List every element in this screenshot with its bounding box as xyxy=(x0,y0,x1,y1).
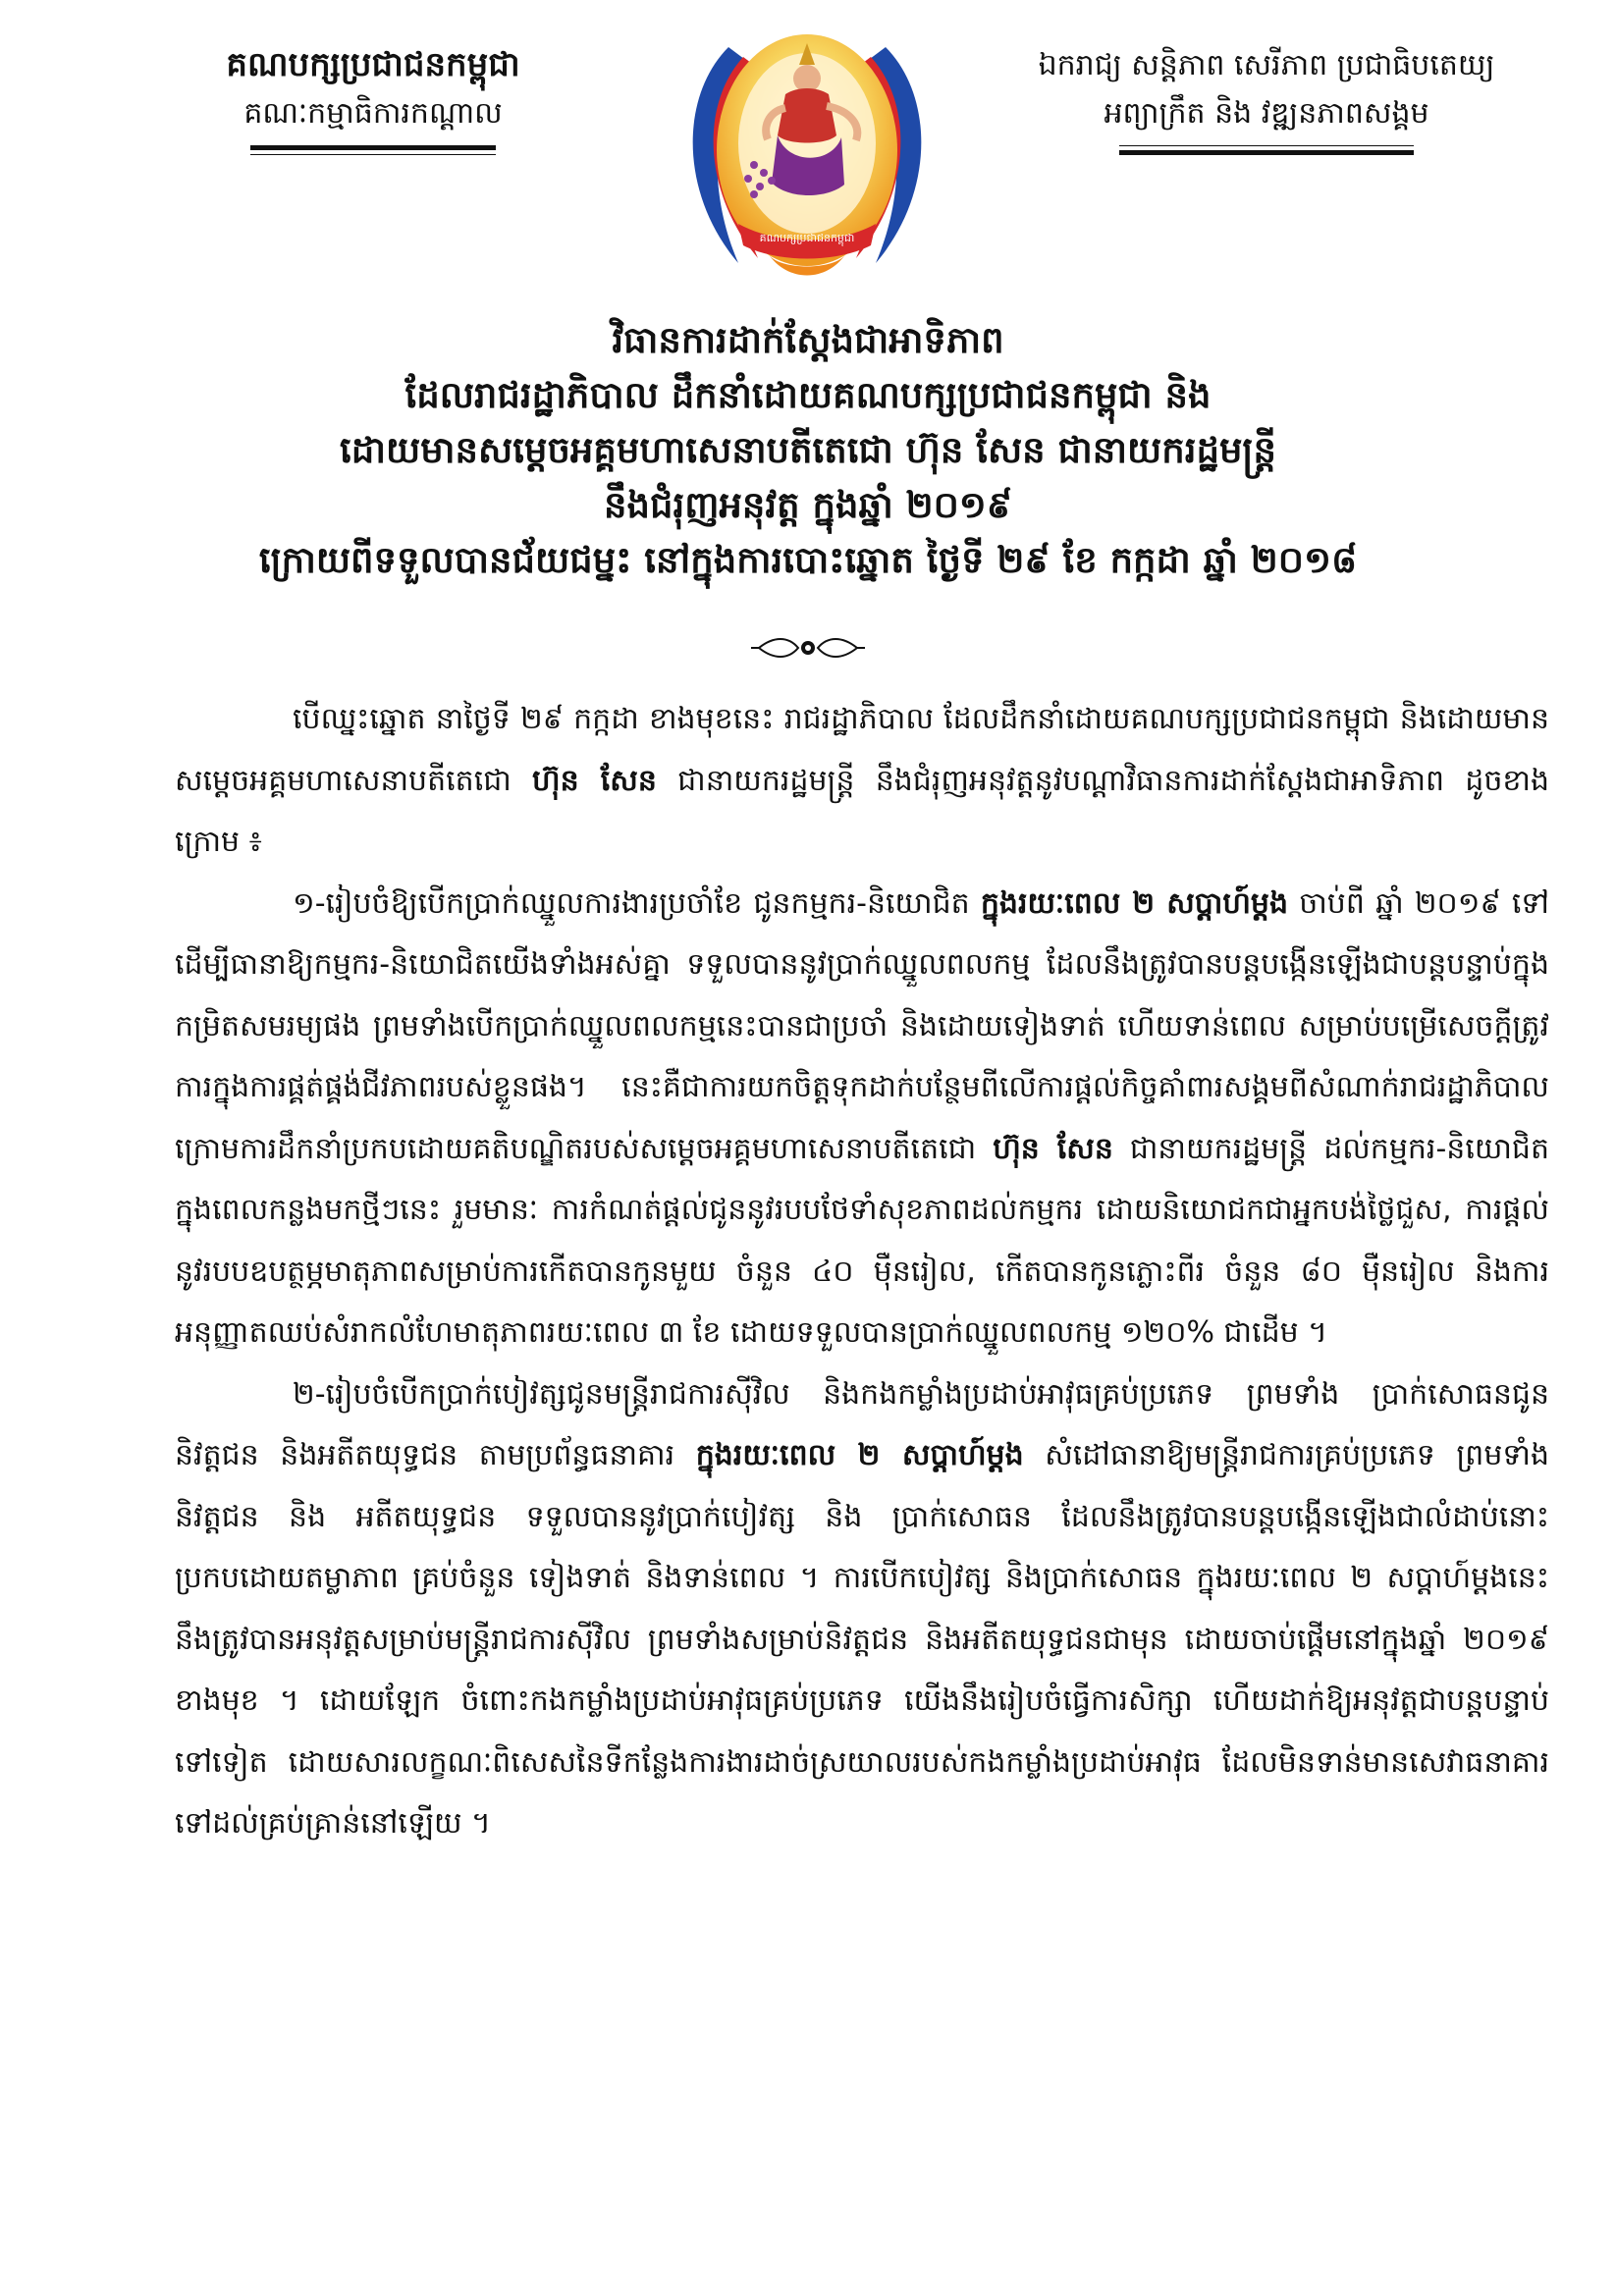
document-titles xyxy=(118,312,1498,587)
title-line-4: នឹងជំរុញអនុវត្ត ក្នុងឆ្នាំ ២០១៩ xyxy=(604,483,1012,526)
item-2-text-a: ២-រៀបចំបើកប្រាក់បៀវត្សជូនមន្ត្រីរាជការស៊ីវិល និងកងកម្លាំងប្រដាប់អាវុធគ្រប់ប្រភេទ ព្រមទាំង ប្រាក់សោធនជូននិវត្តជន និងអតីតយុទ្ធជន តាមប្រព័ន្ធធនាគារ xyxy=(175,1376,1549,1472)
item-1-paragraph xyxy=(175,874,1549,1364)
title-line-2: ដែលរាជរដ្ឋាភិបាល ដឹកនាំដោយគណបក្សប្រជាជនកម្ពុជា និង xyxy=(404,373,1212,416)
right-double-rule xyxy=(1119,145,1414,155)
committee-name: គណៈកម្មាធិការកណ្តាល xyxy=(243,96,503,131)
item-1-bold-name: ហ៊ុន សែន xyxy=(993,1131,1113,1166)
item-1-text-a: ១-រៀបចំឱ្យបើកប្រាក់ឈ្នួលការងារប្រចាំខែ ជូនកម្មករ-និយោជិត xyxy=(293,885,981,921)
intro-text: បើឈ្នះឆ្នោត នាថ្ងៃទី ២៩ កក្កដា ខាងមុខនេះ រាជរដ្ឋាភិបាល ដែលដឹកនាំដោយគណបក្សប្រជាជនកម្ពុជា និងដោយមានសម្តេចអគ្គមហាសេនាបតីតេជោ xyxy=(175,702,1549,798)
intro-text-end: ជានាយករដ្ឋមន្ត្រី នឹងជំរុញអនុវត្តនូវបណ្តាវិធានការដាក់ស្តែងជាអាទិភាព ដូចខាងក្រោម ៖ xyxy=(175,763,1549,859)
item-1-text-c: ជានាយករដ្ឋមន្ត្រី ដល់កម្មករ-និយោជិត ក្នុងពេលកន្លងមកថ្មីៗនេះ រួមមានៈ ការកំណត់ផ្តល់ជូននូវរបបថែទាំសុខភាពដល់កម្មករ ដោយនិយោជកជាអ្នកបង់ថ្លៃជួស, ការផ្តល់នូវរបបឧបត្ថម្ភមាតុភាពសម្រាប់ការកើតបានកូនមួយ ចំនួន ៤០ ម៉ឺនរៀល, កើតបានកូនភ្លោះពីរ ចំនួន ៨០ ម៉ឺនរៀល និងការអនុញ្ញាតឈប់សំរាកលំហែមាតុភាពរយៈពេល ៣ ខែ ដោយទទួលបានប្រាក់ឈ្នួលពលកម្ម ១២០% ជាដើម ។ xyxy=(175,1131,1550,1350)
item-2-paragraph xyxy=(175,1364,1549,1855)
party-logo-icon xyxy=(670,18,944,294)
motto-line-1: ឯករាជ្យ សន្តិភាព សេរីភាព ប្រជាធិបតេយ្យ xyxy=(1038,48,1495,82)
left-double-rule xyxy=(250,145,496,155)
item-1-text-b: ចាប់ពី ឆ្នាំ ២០១៩ ទៅ ដើម្បីធានាឱ្យកម្មករ-និយោជិតយើងទាំងអស់គ្នា ទទួលបាននូវប្រាក់ឈ្នួលពលកម្ម ដែលនឹងត្រូវបានបន្តបង្កើនឡើងជាបន្តបន្ទាប់ក្នុងកម្រិតសមរម្យផង ព្រមទាំងបើកប្រាក់ឈ្នួលពលកម្មនេះបានជាប្រចាំ និងដោយទៀងទាត់ ហើយទាន់ពេល សម្រាប់បម្រើសេចក្តីត្រូវការក្នុងការផ្គត់ផ្គង់ជីវភាពរបស់ខ្លួនផង។ នេះគឺជាការយកចិត្តទុកដាក់បន្ថែមពីលើការផ្តល់កិច្ចគាំពារសង្គមពីសំណាក់រាជរដ្ឋាភិបាល ក្រោមការដឹកនាំប្រកបដោយគតិបណ្ឌិតរបស់សម្តេចអគ្គមហាសេនាបតីតេជោ xyxy=(175,885,1549,1166)
logo-ribbon-text: គណបក្សប្រជាជនកម្ពុជា xyxy=(759,232,855,244)
title-line-3: ដោយមានសម្តេចអគ្គមហាសេនាបតីតេជោ ហ៊ុន សែន ជានាយករដ្ឋមន្ត្រី xyxy=(340,428,1276,471)
intro-paragraph xyxy=(175,689,1549,874)
document-body xyxy=(175,689,1549,1855)
title-line-5: ក្រោយពីទទួលបានជ័យជម្នះ នៅក្នុងការបោះឆ្នោត ថ្ងៃទី ២៩ ខែ កក្កដា ឆ្នាំ ២០១៨ xyxy=(258,538,1358,581)
motto-line-2: អព្យាក្រឹត និង វឌ្ឍនភាពសង្គម xyxy=(1104,96,1429,131)
item-2-bold-period: ក្នុងរយៈពេល ២ សប្តាហ៍ម្តង xyxy=(695,1438,1024,1472)
party-name: គណបក្សប្រជាជនកម្ពុជា xyxy=(226,45,520,84)
intro-bold-name: ហ៊ុន សែន xyxy=(532,763,657,798)
national-motto xyxy=(982,41,1551,155)
party-header xyxy=(167,39,579,155)
item-1-bold-period: ក្នុងរយៈពេល ២ សប្តាហ៍ម្តង xyxy=(980,885,1289,921)
item-2-text-b: សំដៅធានាឱ្យមន្ត្រីរាជការគ្រប់ប្រភេទ ព្រមទាំងនិវត្តជន និង អតីតយុទ្ធជន ទទួលបាននូវប្រាក់បៀវត្ស និង ប្រាក់សោធន ដែលនឹងត្រូវបានបន្តបង្កើនឡើងជាលំដាប់នោះ ប្រកបដោយតម្លាភាព គ្រប់ចំនួន ទៀងទាត់ និងទាន់ពេល ។ ការបើកបៀវត្ស និងប្រាក់សោធន ក្នុងរយៈពេល ២ សប្តាហ៍ម្តងនេះ នឹងត្រូវបានអនុវត្តសម្រាប់មន្ត្រីរាជការស៊ីវិល ព្រមទាំងសម្រាប់និវត្តជន និងអតីតយុទ្ធជនជាមុន ដោយចាប់ផ្តើមនៅក្នុងឆ្នាំ ២០១៩ ខាងមុខ ។ ដោយឡែក ចំពោះកងកម្លាំងប្រដាប់អាវុធគ្រប់ប្រភេទ យើងនឹងរៀបចំធ្វើការសិក្សា ហើយដាក់ឱ្យអនុវត្តជាបន្តបន្ទាប់ទៅទៀត ដោយសារលក្ខណៈពិសេសនៃទីកន្លែងការងារដាច់ស្រយាលរបស់កងកម្លាំងប្រដាប់អាវុធ ដែលមិនទាន់មានសេវាធនាគារទៅដល់គ្រប់គ្រាន់នៅឡើយ ។ xyxy=(175,1438,1549,1841)
ornament-divider-icon xyxy=(749,628,867,667)
title-line-1: វិធានការដាក់ស្តែងជាអាទិភាព xyxy=(612,318,1004,361)
